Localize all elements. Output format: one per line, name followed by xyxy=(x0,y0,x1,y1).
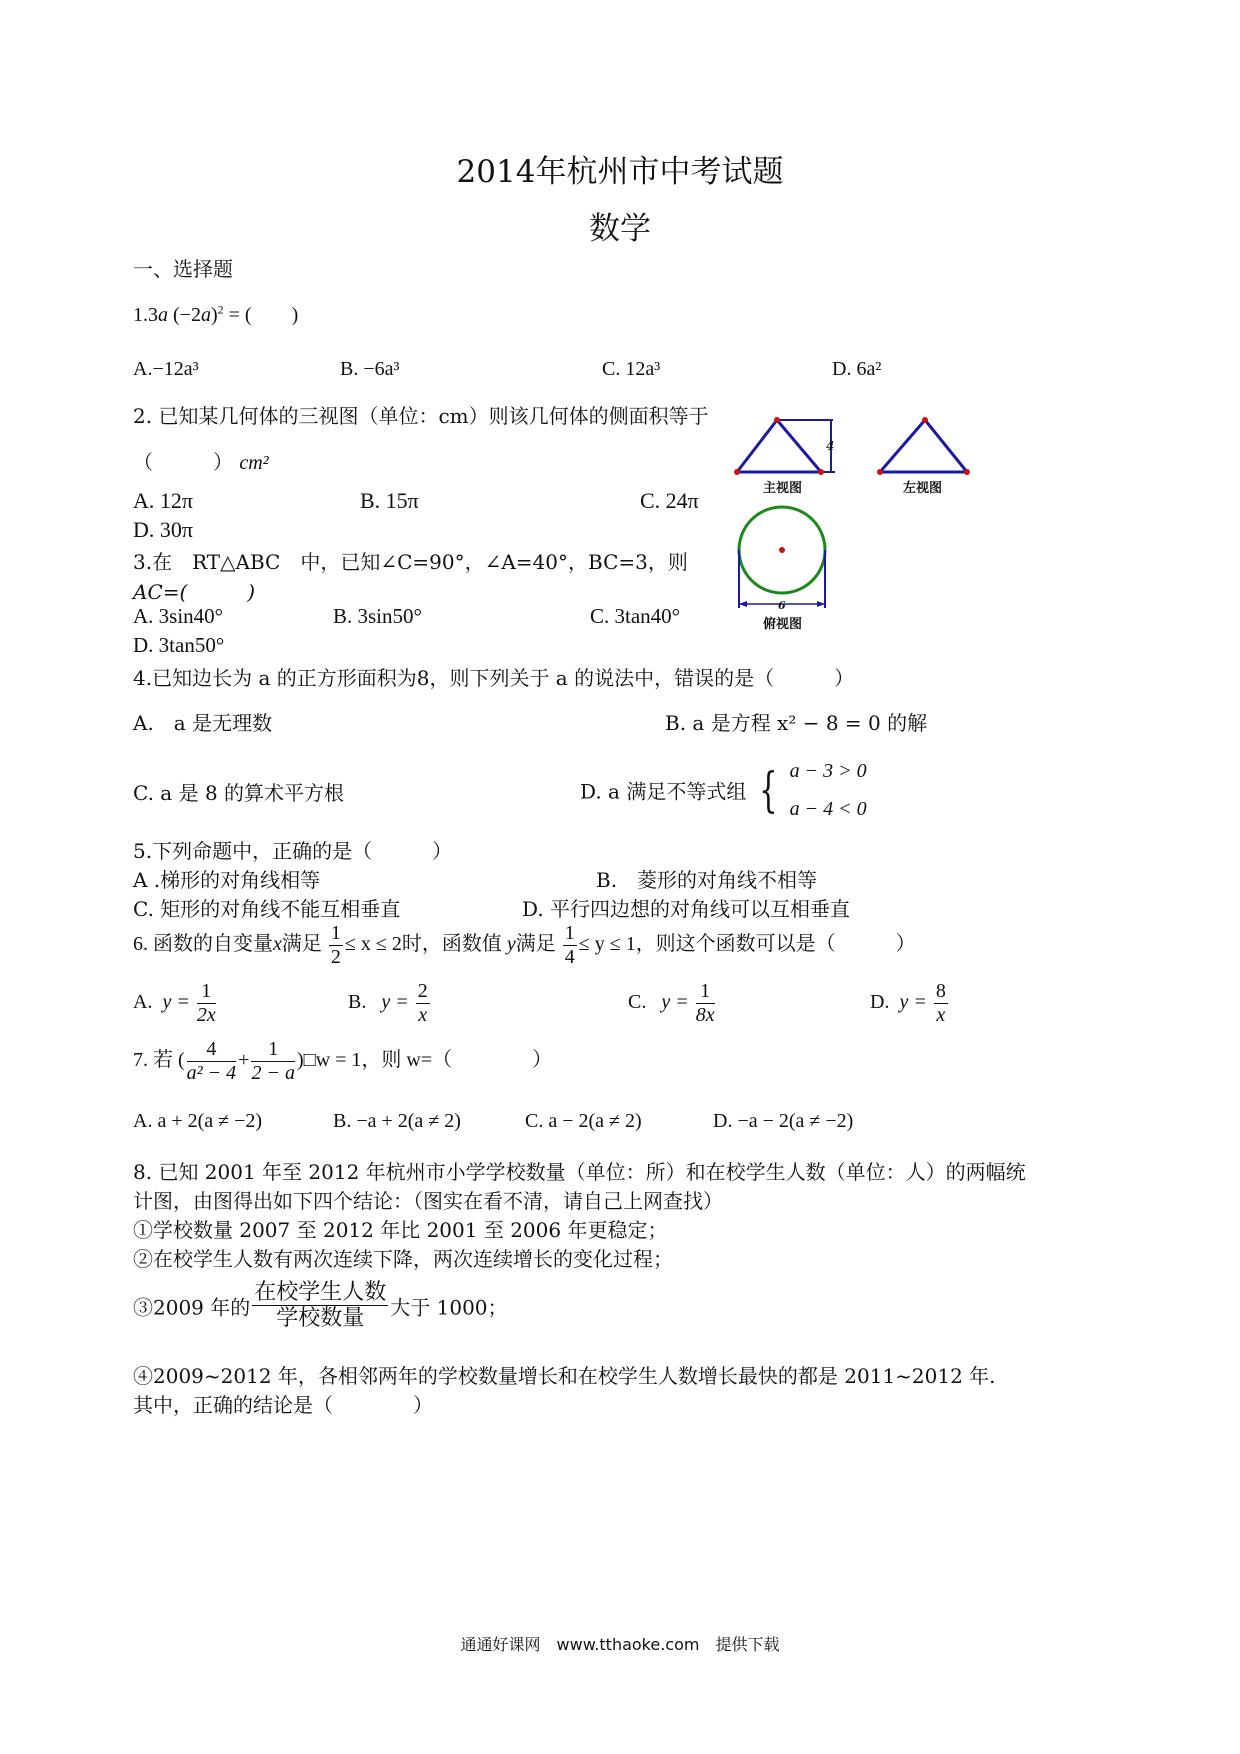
q6-option-b: B. y = $\frac{2}{x}$ xyxy=(348,980,428,1026)
q5-option-b: B. 菱形的对角线不相等 xyxy=(596,868,818,892)
q1-option-c: C. 12a³ xyxy=(602,358,661,380)
q7-option-c: C. a − 2(a ≠ 2) xyxy=(525,1110,642,1132)
q5-stem: 5.下列命题中，正确的是（ ） xyxy=(133,839,453,863)
q4-option-d: D. a 满足不等式组 { a − 3 > 0 a − 4 < 0 xyxy=(580,760,867,820)
q2-option-c: C. 24π xyxy=(640,488,699,513)
q8-conclusion-4: ④2009~2012 年，各相邻两年的学校数量增长和在校学生人数增长最快的都是 2011~2012 年. xyxy=(133,1364,996,1388)
left-view-label: 左视图 xyxy=(903,481,943,496)
q2-option-b: B. 15π xyxy=(360,488,419,513)
q3-stem: 3.在 RT△ABC 中，已知∠C=90°，∠A=40°，BC=3，则 xyxy=(133,550,688,574)
q3-option-d: D. 3tan50° xyxy=(133,633,225,657)
width-dimension-label: 6 xyxy=(778,599,786,612)
three-view-figure xyxy=(725,408,985,638)
left-view xyxy=(877,417,970,475)
q2-option-d: D. 30π xyxy=(133,517,193,542)
q7-option-a: A. a + 2(a ≠ −2) xyxy=(133,1110,263,1132)
q8-stem-line2: 计图，由图得出如下四个结论：（图实在看不清，请自己上网查找） xyxy=(133,1189,723,1213)
q4-stem: 4.已知边长为 a 的正方形面积为8，则下列关于 a 的说法中，错误的是（ ） xyxy=(133,666,855,690)
q2-stem: 2. 已知某几何体的三视图（单位：cm）则该几何体的侧面积等于 xyxy=(133,404,709,428)
height-dimension-label: 4 xyxy=(826,439,835,453)
q5-option-d: D. 平行四边想的对角线可以互相垂直 xyxy=(522,897,851,921)
q1-option-d: D. 6a² xyxy=(832,358,882,380)
section-heading: 一、选择题 xyxy=(133,257,233,281)
q1-stem: 1.3a $(-2a)^2$ = ( ) xyxy=(133,302,299,326)
q2-stem-blank: （ ） cm² xyxy=(133,450,269,474)
q1-option-b: B. −6a³ xyxy=(340,358,400,380)
q7-stem: 7. 若 ( $\frac{4}{\text{a² − 4}}$ + $\frac{1}{2 - a}$ )□w = 1，则 w=（ ） xyxy=(133,1038,553,1084)
q4-option-b: B. a 是方程 x² − 8 = 0 的解 xyxy=(665,711,928,735)
q6-stem: 6. 函数的自变量x满足 $\frac{1}{2}$ ≤ x ≤ 2时，函数值 y满足 $\frac{1}{4}$ ≤ y ≤ 1，则这个函数可以是（ ） xyxy=(133,922,916,968)
q2-option-a: A. 12π xyxy=(133,488,193,513)
top-view xyxy=(739,507,825,612)
q5-option-c: C. 矩形的对角线不能互相垂直 xyxy=(133,897,401,921)
q1-option-a: A.−12a³ xyxy=(133,358,199,380)
q7-option-b: B. −a + 2(a ≠ 2) xyxy=(333,1110,461,1132)
q6-option-a: A. y = $\frac{1}{2x}$ xyxy=(133,980,216,1026)
q8-stem-line1: 8. 已知 2001 年至 2012 年杭州市小学学校数量（单位：所）和在校学生人数（单位：人）的两幅统 xyxy=(133,1160,1026,1184)
footer-source: 通通好课网 www.tthaoke.com 提供下载 xyxy=(460,1635,780,1654)
front-view-label: 主视图 xyxy=(763,481,803,496)
q6-option-d: D. y = $\frac{8}{x}$ xyxy=(870,980,946,1026)
q3-option-b: B. 3sin50° xyxy=(333,604,422,628)
q3-option-a: A. 3sin40° xyxy=(133,604,224,628)
front-view xyxy=(734,417,835,475)
q4-option-a: A. a 是无理数 xyxy=(133,711,273,735)
q3-stem-answer: AC=( ) xyxy=(133,580,256,604)
page-title: 2014年杭州市中考试题 xyxy=(456,154,784,190)
q5-option-a: A .梯形的对角线相等 xyxy=(133,868,321,892)
subject-title: 数学 xyxy=(589,211,651,247)
q8-conclusion-1: ①学校数量 2007 至 2012 年比 2001 至 2006 年更稳定； xyxy=(133,1218,668,1242)
top-view-label: 俯视图 xyxy=(763,617,803,632)
q8-conclusion-2: ②在校学生人数有两次连续下降，两次连续增长的变化过程； xyxy=(133,1247,673,1271)
q4-option-c: C. a 是 8 的算术平方根 xyxy=(133,781,345,805)
q6-option-c: C. y = $\frac{1}{8x}$ xyxy=(628,980,715,1026)
q8-conclusion-3: ③2009 年的 $\frac{\text{在校学生人数}}{\text{学校数量}}$ 大于 1000； xyxy=(133,1280,508,1332)
q3-option-c: C. 3tan40° xyxy=(590,604,681,628)
q8-answer-prompt: 其中，正确的结论是（ ） xyxy=(133,1393,433,1417)
q7-option-d: D. −a − 2(a ≠ −2) xyxy=(713,1110,854,1132)
